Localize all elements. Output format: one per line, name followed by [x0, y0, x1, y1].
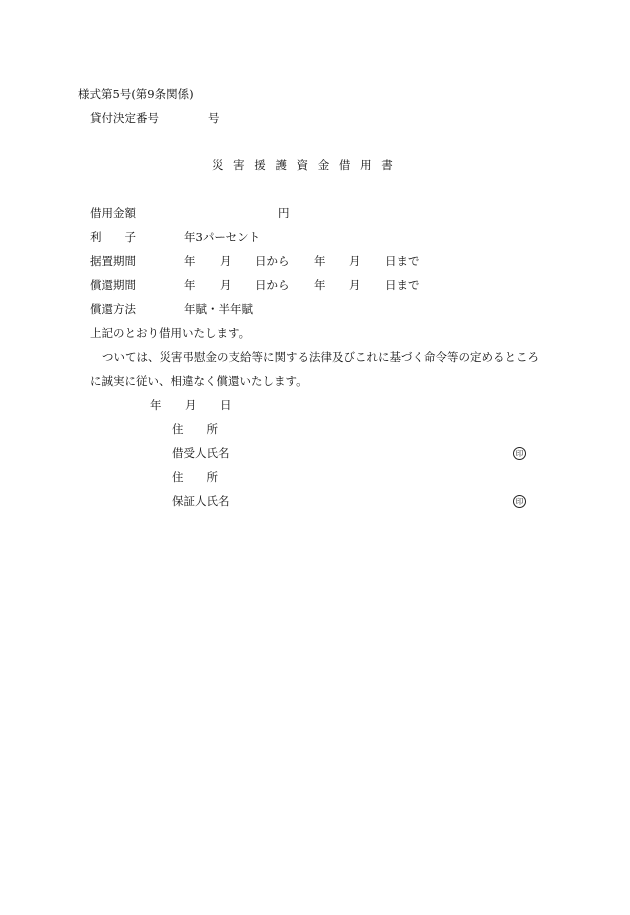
date-month: 月	[185, 398, 197, 412]
borrower-address-label: 住 所	[172, 422, 218, 436]
body-line-1: 上記のとおり借用いたします。	[90, 326, 251, 340]
repayment-end-month: 月	[349, 278, 361, 292]
borrower-name-label: 借受人氏名	[172, 446, 230, 460]
amount-unit: 円	[278, 206, 290, 220]
deferment-end-day: 日まで	[385, 254, 420, 268]
document-title: 災 害 援 護 資 金 借 用 書	[212, 158, 394, 172]
date-year: 年	[150, 398, 162, 412]
deferment-end-month: 月	[349, 254, 361, 268]
repayment-method-label: 償還方法	[90, 302, 136, 316]
body-line-2: ついては、災害弔慰金の支給等に関する法律及びこれに基づく命令等の定めるところ	[102, 350, 539, 364]
deferment-end-year: 年	[314, 254, 326, 268]
guarantor-address-label: 住 所	[172, 470, 218, 484]
decision-number-suffix: 号	[208, 111, 220, 125]
date-day: 日	[220, 398, 232, 412]
repayment-method-value: 年賦・半年賦	[184, 302, 253, 316]
form-label: 様式第5号(第9条関係)	[78, 87, 194, 101]
repayment-period-label: 償還期間	[90, 278, 136, 292]
amount-label: 借用金額	[90, 206, 136, 220]
repayment-start-month: 月	[220, 278, 232, 292]
deferment-start-year: 年	[184, 254, 196, 268]
repayment-start-year: 年	[184, 278, 196, 292]
repayment-end-day: 日まで	[385, 278, 420, 292]
decision-number-label: 貸付決定番号	[90, 111, 159, 125]
deferment-start-month: 月	[220, 254, 232, 268]
repayment-end-year: 年	[314, 278, 326, 292]
guarantor-seal-mark: 印	[513, 495, 526, 508]
deferment-label: 据置期間	[90, 254, 136, 268]
deferment-start-day: 日から	[255, 254, 290, 268]
borrower-seal-mark: 印	[513, 447, 526, 460]
interest-value: 年3パーセント	[184, 230, 261, 244]
body-line-3: に誠実に従い、相違なく償還いたします。	[90, 374, 308, 388]
guarantor-name-label: 保証人氏名	[172, 494, 230, 508]
interest-label: 利 子	[90, 230, 136, 244]
repayment-start-day: 日から	[255, 278, 290, 292]
